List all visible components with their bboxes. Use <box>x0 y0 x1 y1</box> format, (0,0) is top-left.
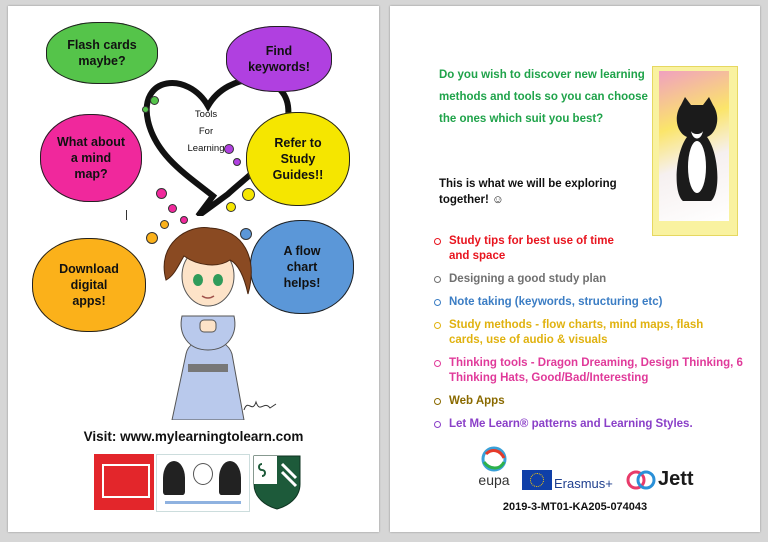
thought-dot <box>226 202 236 212</box>
eupa-logo <box>470 446 518 492</box>
heart-line-2: For <box>198 126 214 137</box>
topic-item <box>434 234 619 264</box>
jett-logo-text: Jett <box>658 468 694 490</box>
thought-dot <box>156 188 167 199</box>
school-logo-red-icon <box>94 454 154 510</box>
topic-text: Web Apps <box>449 395 505 407</box>
eupa-mark-icon <box>480 446 508 472</box>
heart-line-3: Learning <box>187 143 225 154</box>
shield-logo-icon <box>252 454 302 510</box>
topic-text: Study tips for best use of time and space <box>449 235 614 262</box>
bubble-download-apps-text: Download digital apps! <box>59 262 119 308</box>
jett-mark-icon <box>626 468 656 492</box>
thought-dot <box>224 144 234 154</box>
silhouettes-logo-icon <box>156 454 250 512</box>
bubble-flash-cards <box>46 22 158 84</box>
eupa-logo-text: eupa <box>478 472 510 488</box>
left-page <box>8 6 379 532</box>
topic-item <box>434 394 744 409</box>
topics-list <box>434 234 744 440</box>
exploring-intro: This is what we will be exploring together! ☺ <box>439 178 617 206</box>
topic-text: Thinking tools - Dragon Dreaming, Design Thinking, 6 Thinking Hats, Good/Bad/Interesting <box>449 357 743 384</box>
bubble-download-apps <box>32 238 146 332</box>
topic-text: Let Me Learn® patterns and Learning Styles. <box>449 418 693 430</box>
website-link[interactable]: Visit: www.mylearningtolearn.com <box>83 429 304 444</box>
bubble-flash-cards-text: Flash cards maybe? <box>67 38 137 68</box>
topic-item <box>434 272 744 287</box>
intro-question: Do you wish to discover new learning methods and tools so you can choose the ones which suit you best? <box>439 69 648 125</box>
bubble-study-guides-text: Refer to Study Guides!! <box>272 136 324 182</box>
erasmus-logo-text: Erasmus+ <box>554 476 613 491</box>
thought-dot <box>168 204 177 213</box>
eu-flag-icon <box>522 470 552 490</box>
topic-text: Note taking (keywords, structuring etc) <box>449 296 663 308</box>
topic-text: Study methods - flow charts, mind maps, flash cards, use of audio & visuals <box>449 319 704 346</box>
thought-dot <box>242 188 255 201</box>
bubble-mind-map <box>40 114 142 202</box>
girl-illustration-icon <box>148 224 268 420</box>
thought-dot <box>150 96 159 105</box>
topic-item <box>434 417 744 432</box>
right-page <box>390 6 760 532</box>
topic-item <box>434 356 749 386</box>
bubble-mind-map-text: What about a mind map? <box>56 135 126 181</box>
signature-icon <box>240 394 280 416</box>
bubble-flow-chart-text: A flow chart helps! <box>283 244 321 290</box>
thought-dot <box>142 106 149 113</box>
bubble-study-guides <box>246 112 350 206</box>
cat-painting-icon <box>652 66 738 236</box>
project-reference: 2019-3-MT01-KA205-074043 <box>502 501 648 513</box>
heart-line-1: Tools <box>194 109 218 120</box>
topic-item <box>434 295 744 310</box>
thought-dot <box>233 158 241 166</box>
thought-dot <box>180 216 188 224</box>
bubble-find-keywords-text: Find keywords! <box>248 44 310 74</box>
bubble-find-keywords <box>226 26 332 92</box>
topic-item <box>434 318 739 348</box>
topic-text: Designing a good study plan <box>449 273 607 285</box>
text-cursor <box>126 210 127 220</box>
